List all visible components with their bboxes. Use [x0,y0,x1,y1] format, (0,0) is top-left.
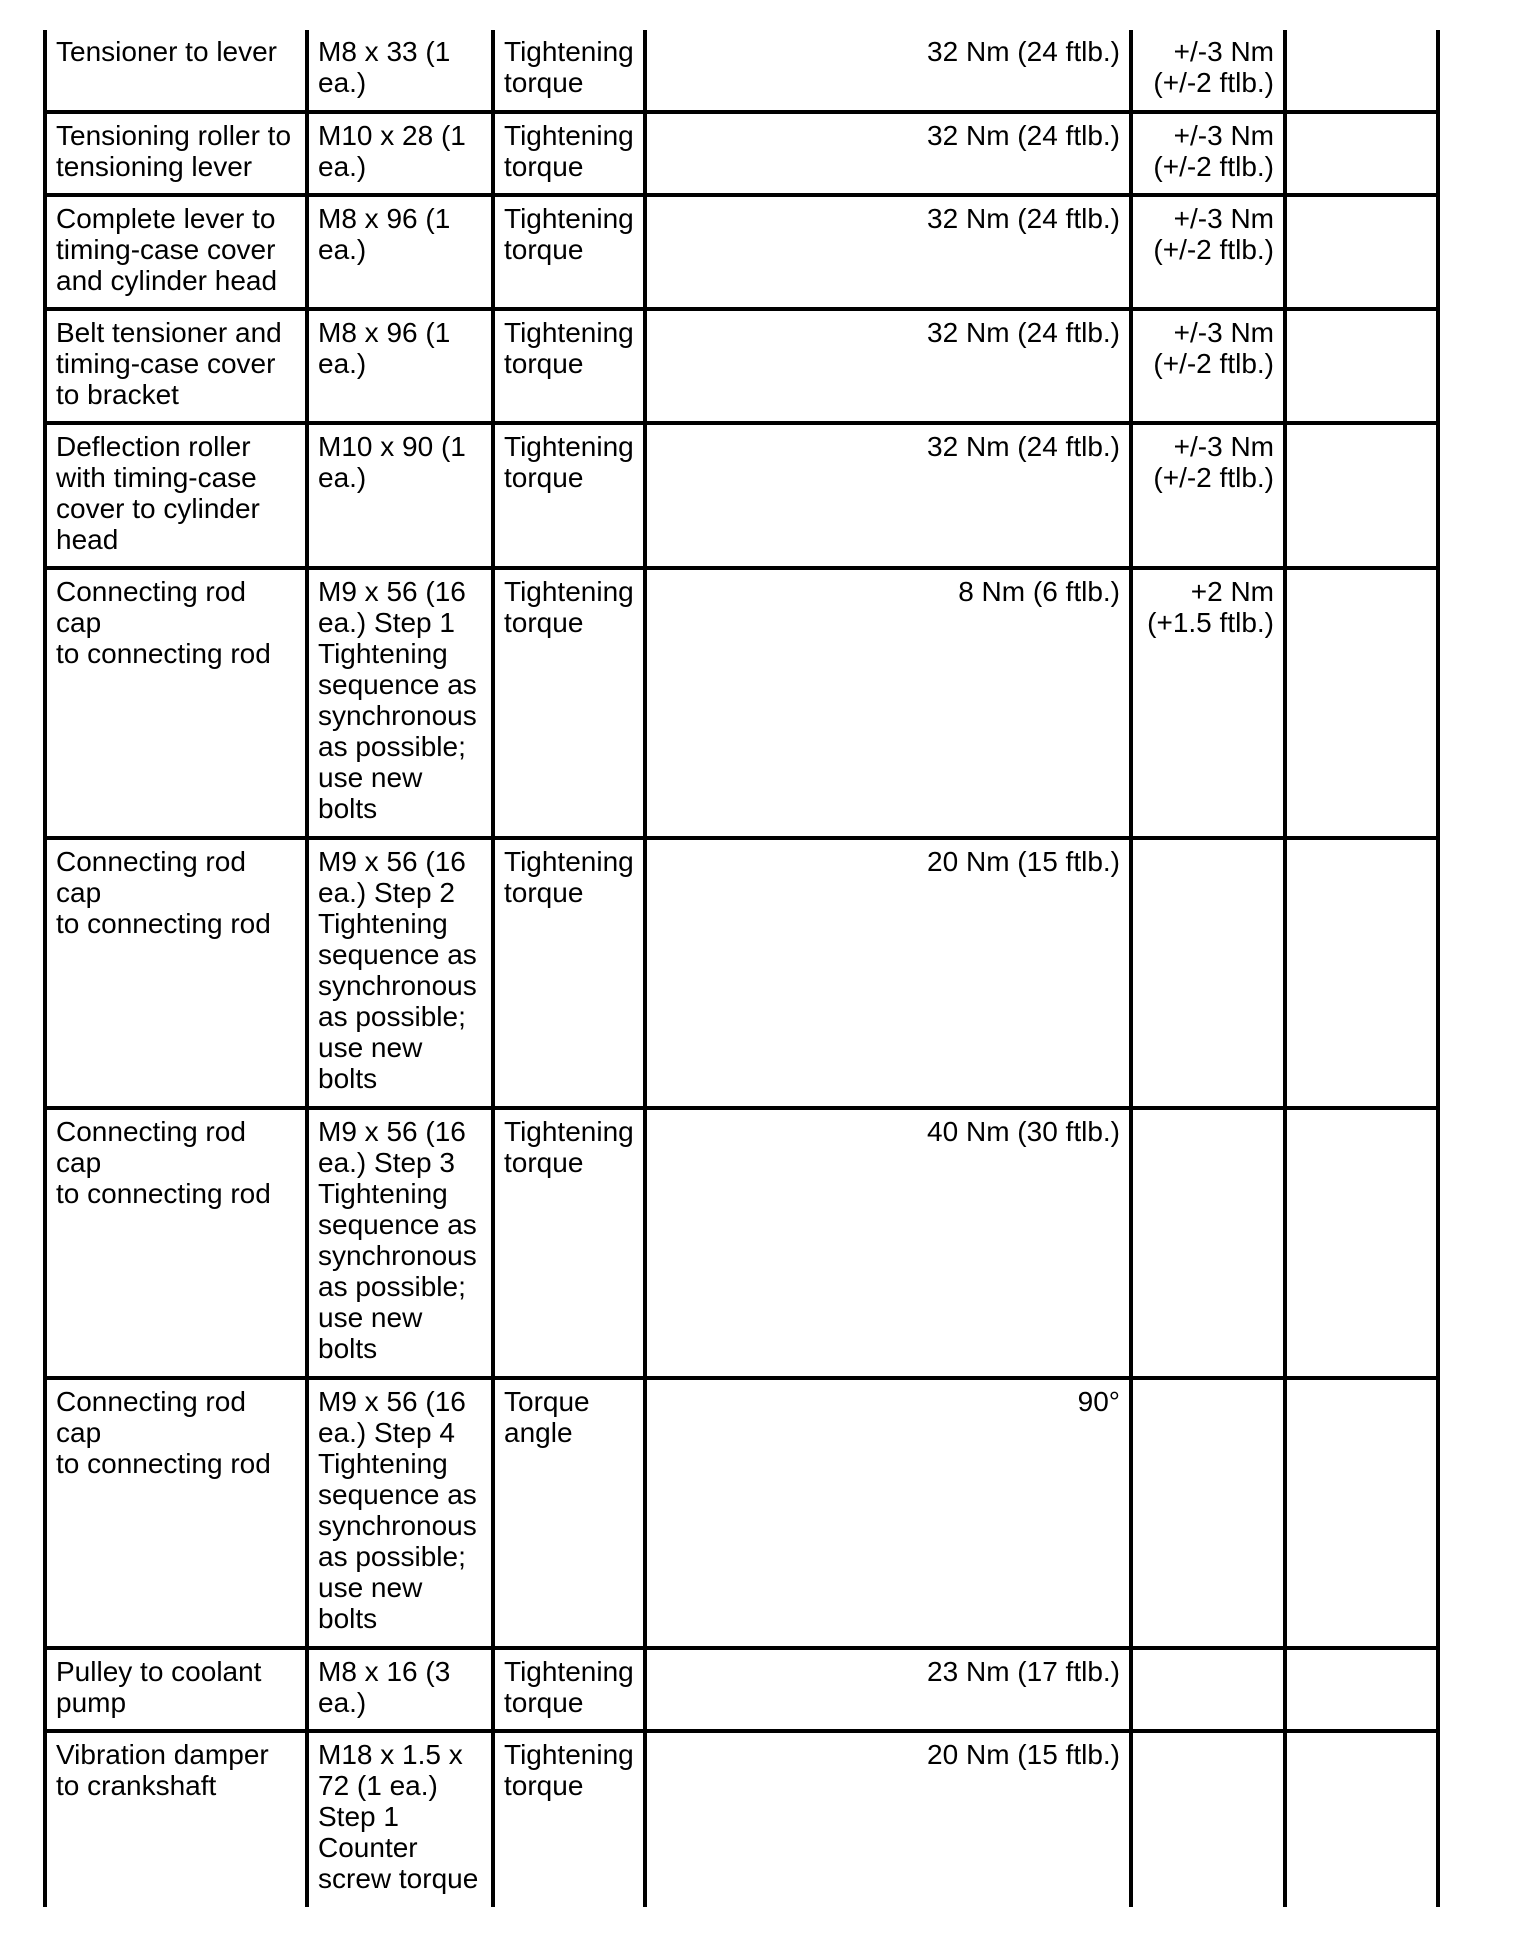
fastener-cell: M8 x 33 (1 ea.) [307,30,493,112]
table-row [45,838,1438,1108]
component-cell: Vibration damper to crankshaft [45,1731,307,1907]
note-cell [1285,195,1438,309]
spec-type-cell: Tightening torque [493,1731,645,1907]
tolerance-cell [1131,1108,1285,1378]
fastener-cell: M18 x 1.5 x 72 (1 ea.) Step 1 Counter screw torque [307,1731,493,1907]
note-cell [1285,1731,1438,1907]
fastener-cell: M8 x 96 (1 ea.) [307,309,493,423]
torque-spec-table [43,30,1440,1907]
fastener-cell: M8 x 16 (3 ea.) [307,1648,493,1731]
component-cell: Tensioner to lever [45,30,307,112]
tolerance-cell [1131,1731,1285,1907]
table-row [45,112,1438,195]
tolerance-cell [1131,838,1285,1108]
note-cell [1285,838,1438,1108]
table-row [45,1108,1438,1378]
tolerance-cell: +/-3 Nm (+/-2 ftlb.) [1131,30,1285,112]
table-row [45,30,1438,112]
component-cell: Connecting rod cap to connecting rod [45,1108,307,1378]
component-cell: Connecting rod cap to connecting rod [45,1378,307,1648]
note-cell [1285,309,1438,423]
value-cell: 32 Nm (24 ftlb.) [645,423,1131,568]
spec-type-cell: Tightening torque [493,30,645,112]
table-row [45,309,1438,423]
spec-type-cell: Tightening torque [493,568,645,838]
table-row [45,1731,1438,1907]
table-row [45,195,1438,309]
note-cell [1285,423,1438,568]
spec-type-cell: Tightening torque [493,1108,645,1378]
component-cell: Pulley to coolant pump [45,1648,307,1731]
component-cell: Tensioning roller to tensioning lever [45,112,307,195]
component-cell: Complete lever to timing-case cover and cylinder head [45,195,307,309]
table-row [45,423,1438,568]
spec-type-cell: Tightening torque [493,1648,645,1731]
component-cell: Connecting rod cap to connecting rod [45,838,307,1108]
component-cell: Deflection roller with timing-case cover to cylinder head [45,423,307,568]
value-cell: 32 Nm (24 ftlb.) [645,195,1131,309]
note-cell [1285,568,1438,838]
tolerance-cell: +/-3 Nm (+/-2 ftlb.) [1131,195,1285,309]
spec-type-cell: Tightening torque [493,195,645,309]
spec-type-cell: Torque angle [493,1378,645,1648]
spec-type-cell: Tightening torque [493,423,645,568]
value-cell: 20 Nm (15 ftlb.) [645,1731,1131,1907]
note-cell [1285,1108,1438,1378]
value-cell: 32 Nm (24 ftlb.) [645,30,1131,112]
spec-type-cell: Tightening torque [493,838,645,1108]
table-row [45,1378,1438,1648]
note-cell [1285,30,1438,112]
fastener-cell: M10 x 28 (1 ea.) [307,112,493,195]
tolerance-cell: +/-3 Nm (+/-2 ftlb.) [1131,423,1285,568]
component-cell: Belt tensioner and timing-case cover to bracket [45,309,307,423]
value-cell: 20 Nm (15 ftlb.) [645,838,1131,1108]
table-row [45,568,1438,838]
component-cell: Connecting rod cap to connecting rod [45,568,307,838]
tolerance-cell: +/-3 Nm (+/-2 ftlb.) [1131,309,1285,423]
note-cell [1285,112,1438,195]
fastener-cell: M9 x 56 (16 ea.) Step 4 Tightening sequence as synchronous as possible; use new bolts [307,1378,493,1648]
value-cell: 32 Nm (24 ftlb.) [645,309,1131,423]
spec-type-cell: Tightening torque [493,112,645,195]
tolerance-cell: +/-3 Nm (+/-2 ftlb.) [1131,112,1285,195]
table-body [45,30,1438,1907]
note-cell [1285,1378,1438,1648]
value-cell: 40 Nm (30 ftlb.) [645,1108,1131,1378]
fastener-cell: M9 x 56 (16 ea.) Step 3 Tightening sequence as synchronous as possible; use new bolts [307,1108,493,1378]
fastener-cell: M8 x 96 (1 ea.) [307,195,493,309]
value-cell: 23 Nm (17 ftlb.) [645,1648,1131,1731]
tolerance-cell [1131,1378,1285,1648]
table-row [45,1648,1438,1731]
fastener-cell: M9 x 56 (16 ea.) Step 1 Tightening sequence as synchronous as possible; use new bolts [307,568,493,838]
value-cell: 32 Nm (24 ftlb.) [645,112,1131,195]
fastener-cell: M10 x 90 (1 ea.) [307,423,493,568]
fastener-cell: M9 x 56 (16 ea.) Step 2 Tightening sequence as synchronous as possible; use new bolts [307,838,493,1108]
value-cell: 90° [645,1378,1131,1648]
tolerance-cell: +2 Nm (+1.5 ftlb.) [1131,568,1285,838]
value-cell: 8 Nm (6 ftlb.) [645,568,1131,838]
note-cell [1285,1648,1438,1731]
spec-type-cell: Tightening torque [493,309,645,423]
tolerance-cell [1131,1648,1285,1731]
